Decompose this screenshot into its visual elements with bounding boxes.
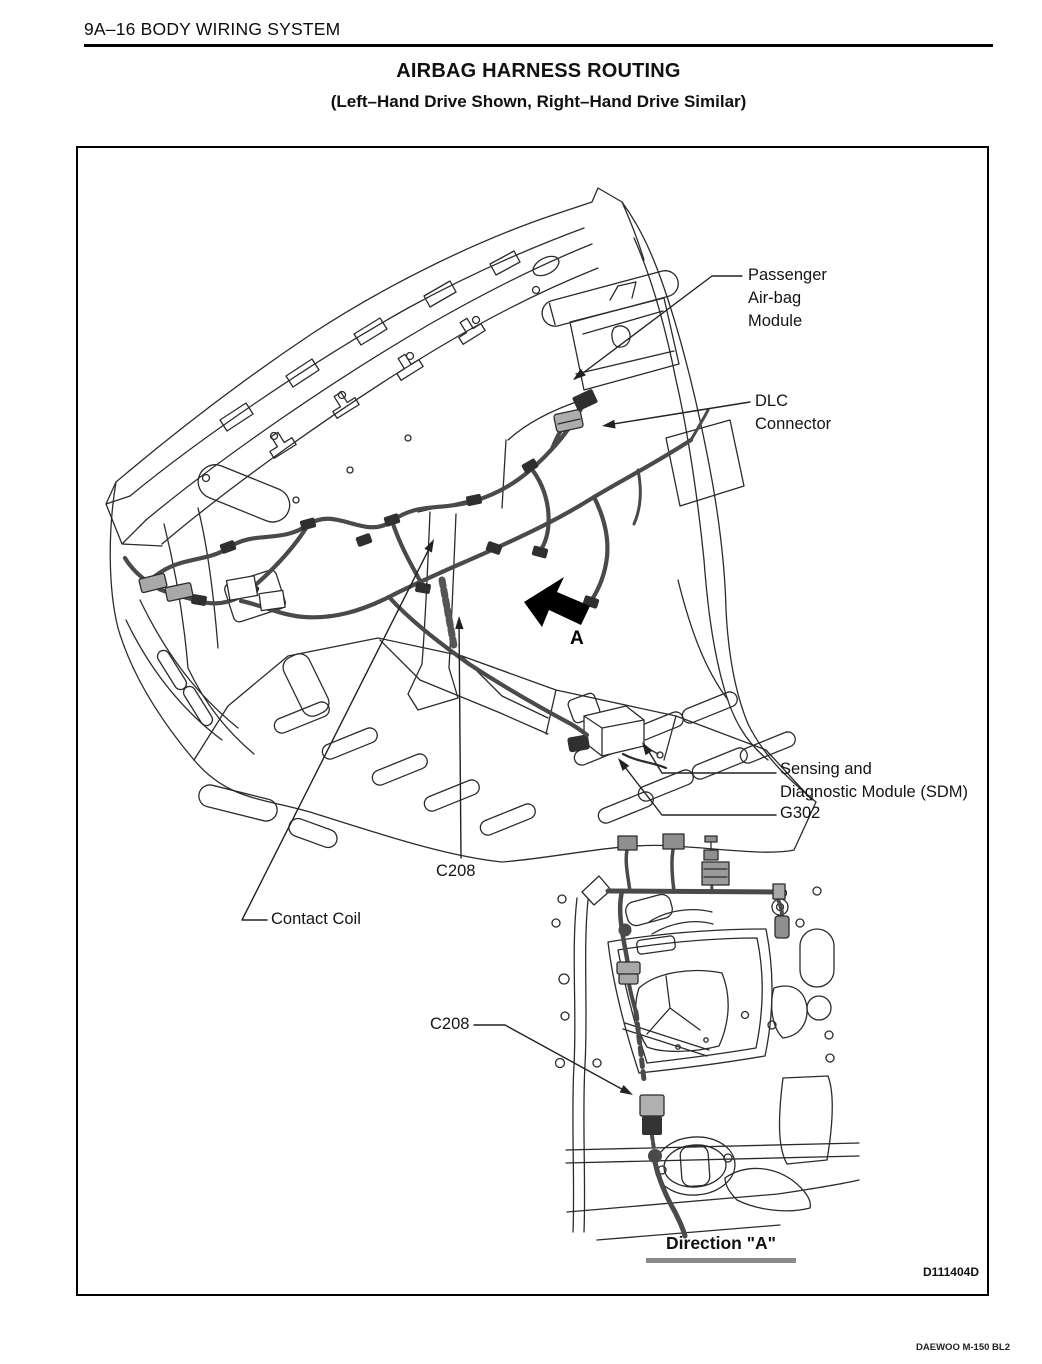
figure-code: D111404D xyxy=(922,1265,979,1279)
label-sdm: Sensing and Diagnostic Module (SDM) xyxy=(780,760,968,801)
page-subtitle: (Left–Hand Drive Shown, Right–Hand Drive Similar) xyxy=(330,92,747,111)
airbag-harness xyxy=(125,401,708,735)
direction-a-arrow-icon xyxy=(524,577,590,627)
harness-diagram xyxy=(78,148,987,1294)
pillar-junction-box xyxy=(702,862,729,885)
dlc-connector-shape xyxy=(553,409,583,432)
g302-ground-wire xyxy=(623,754,666,768)
title-block xyxy=(84,60,993,112)
page-title: AIRBAG HARNESS ROUTING xyxy=(396,60,681,82)
section-header: 9A–16 BODY WIRING SYSTEM xyxy=(84,19,341,39)
label-c208-dash: C208 xyxy=(436,862,476,880)
main-dash-view xyxy=(106,188,816,862)
steering-column-tube xyxy=(193,460,295,527)
page-footer: DAEWOO M-150 BL2 xyxy=(916,1342,1010,1353)
label-dlc-connector: DLC Connector xyxy=(755,392,832,433)
arrow-letter: A xyxy=(570,628,584,649)
label-direction-a: Direction "A" xyxy=(646,1233,796,1263)
label-contact-coil: Contact Coil xyxy=(271,910,361,928)
direction-a-view xyxy=(552,834,859,1240)
label-passenger-airbag-module: Passenger Air-bag Module xyxy=(748,266,827,330)
passenger-airbag-module-shape xyxy=(570,282,679,390)
pillar-harness xyxy=(608,850,782,1236)
c208-pillar-connector xyxy=(640,1095,664,1135)
figure-airbag-harness-routing xyxy=(76,146,989,1296)
label-g302: G302 xyxy=(780,804,821,822)
header-rule xyxy=(84,44,993,47)
gray-connectors xyxy=(139,409,584,610)
passenger-airbag-connector xyxy=(572,389,598,412)
column-support xyxy=(408,500,470,710)
label-c208-pillar: C208 xyxy=(430,1015,470,1033)
